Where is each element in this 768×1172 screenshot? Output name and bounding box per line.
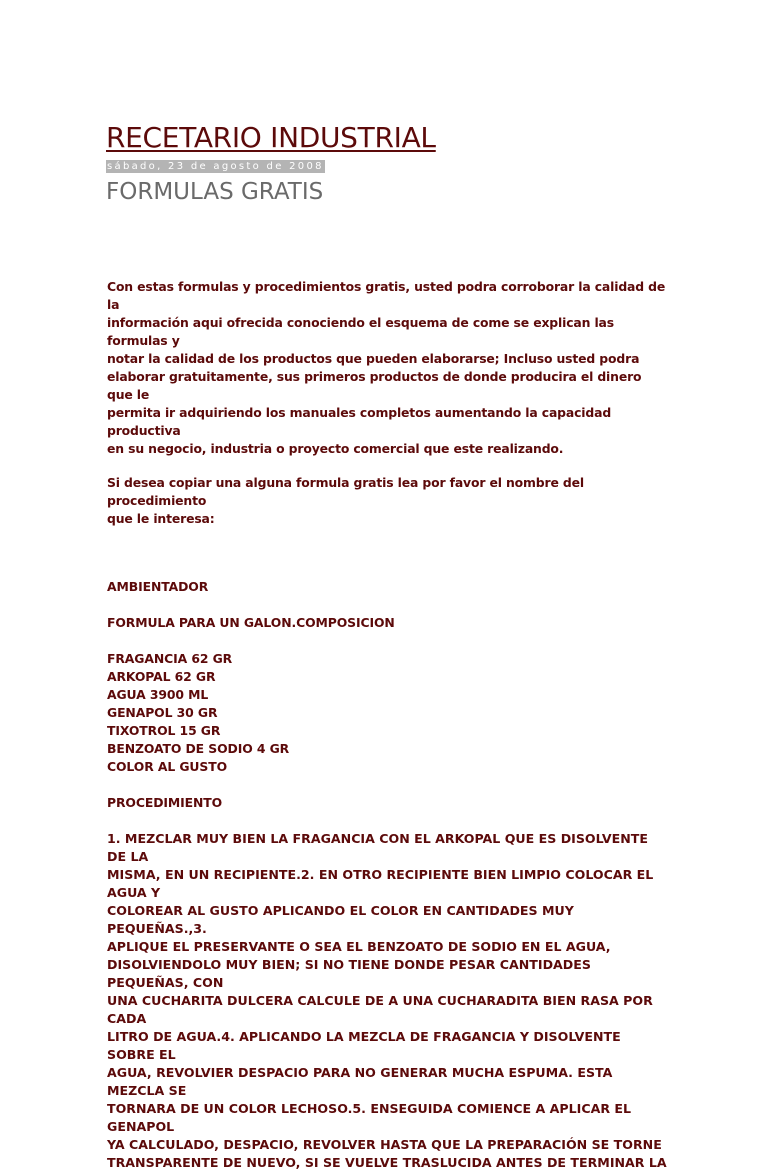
procedure-line: LITRO DE AGUA.4. APLICANDO LA MEZCLA DE FRAGANCIA Y DISOLVENTE SOBRE EL (107, 1029, 621, 1062)
post-title: FORMULAS GRATIS (106, 179, 324, 205)
blog-title-link[interactable]: RECETARIO INDUSTRIAL (106, 121, 436, 154)
formula-subtitle: FORMULA PARA UN GALON.COMPOSICION (107, 615, 395, 630)
procedure-line: YA CALCULADO, DESPACIO, REVOLVER HASTA QUE LA PREPARACIÓN SE TORNE (107, 1137, 662, 1152)
ingredient-item: AGUA 3900 ML (107, 687, 209, 702)
procedure-paragraph (107, 830, 667, 1172)
ingredient-item: BENZOATO DE SODIO 4 GR (107, 741, 290, 756)
ingredient-item: COLOR AL GUSTO (107, 759, 228, 774)
intro-line: información aqui ofrecida conociendo el esquema de come se explican las formulas y (107, 315, 614, 348)
procedure-line: DISOLVIENDOLO MUY BIEN; SI NO TIENE DONDE PESAR CANTIDADES PEQUEÑAS, CON (107, 957, 591, 990)
request-line: Si desea copiar una alguna formula gratis lea por favor el nombre del procedimiento (107, 475, 584, 508)
post-date: sábado, 23 de agosto de 2008 (107, 161, 324, 172)
intro-line: elaborar gratuitamente, sus primeros productos de donde producira el dinero que le (107, 369, 642, 402)
ingredient-list (107, 650, 667, 776)
request-paragraph (107, 474, 667, 528)
ingredient-item: FRAGANCIA 62 GR (107, 651, 233, 666)
procedure-heading: PROCEDIMIENTO (107, 795, 223, 810)
intro-line: Con estas formulas y procedimientos gratis, usted podra corroborar la calidad de la (107, 279, 666, 312)
formula-name: AMBIENTADOR (107, 579, 209, 594)
intro-paragraph (107, 278, 667, 458)
procedure-line: UNA CUCHARITA DULCERA CALCULE DE A UNA CUCHARADITA BIEN RASA POR CADA (107, 993, 653, 1026)
procedure-line: AGUA, REVOLVIER DESPACIO PARA NO GENERAR MUCHA ESPUMA. ESTA MEZCLA SE (107, 1065, 613, 1098)
procedure-line: 1. MEZCLAR MUY BIEN LA FRAGANCIA CON EL ARKOPAL QUE ES DISOLVENTE DE LA (107, 831, 648, 864)
procedure-line: MISMA, EN UN RECIPIENTE.2. EN OTRO RECIPIENTE BIEN LIMPIO COLOCAR EL AGUA Y (107, 867, 654, 900)
post-body (107, 278, 667, 1172)
procedure-line: TORNARA DE UN COLOR LECHOSO.5. ENSEGUIDA COMIENCE A APLICAR EL GENAPOL (107, 1101, 632, 1134)
intro-line: notar la calidad de los productos que pueden elaborarse; Incluso usted podra (107, 351, 640, 366)
intro-line: permita ir adquiriendo los manuales completos aumentando la capacidad productiva (107, 405, 612, 438)
procedure-line: TRANSPARENTE DE NUEVO, SI SE VUELVE TRASLUCIDA ANTES DE TERMINAR LA (107, 1155, 667, 1170)
ingredient-item: ARKOPAL 62 GR (107, 669, 216, 684)
ingredient-item: GENAPOL 30 GR (107, 705, 218, 720)
intro-line: en su negocio, industria o proyecto comercial que este realizando. (107, 441, 564, 456)
procedure-line: APLIQUE EL PRESERVANTE O SEA EL BENZOATO DE SODIO EN EL AGUA, (107, 939, 611, 954)
ingredient-item: TIXOTROL 15 GR (107, 723, 221, 738)
procedure-line: COLOREAR AL GUSTO APLICANDO EL COLOR EN CANTIDADES MUY PEQUEÑAS.,3. (107, 903, 574, 936)
request-line: que le interesa: (107, 511, 215, 526)
